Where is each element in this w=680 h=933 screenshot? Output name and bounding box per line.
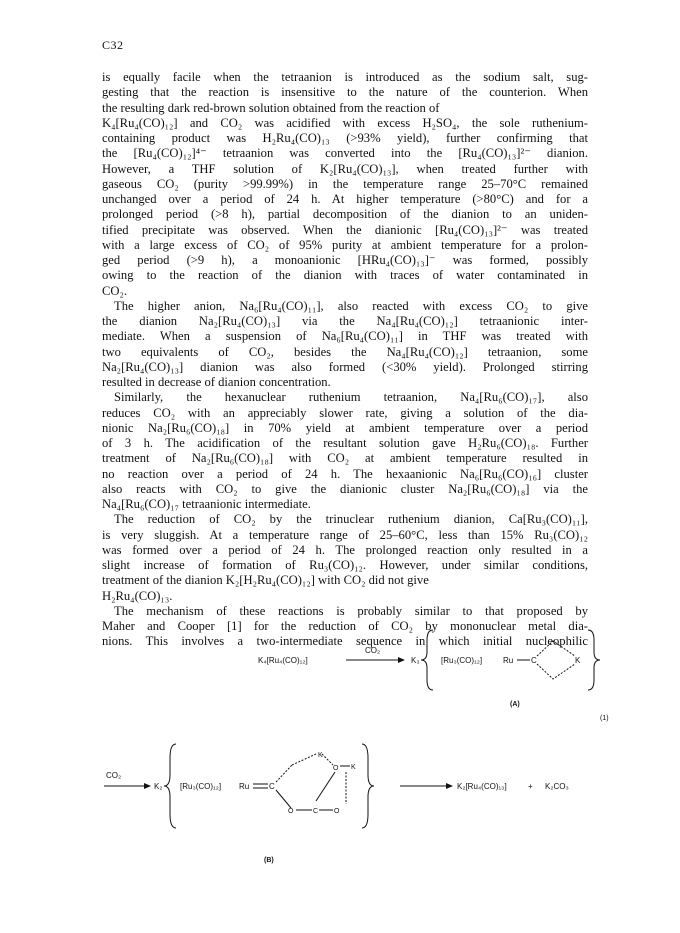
text-line: The higher anion, Na₆[Ru₄(CO)₁₁], also reacted with excess CO₂ to give — [114, 298, 588, 313]
text-line: two equivalents of CO₂, besides the Na₄[Ru₄(CO)₁₂] tetraanion, some — [102, 344, 588, 359]
text-line: mediate. When a suspension of Na₆[Ru₄(CO)₁₁] in THF was treated with — [102, 329, 588, 344]
text-line: slight increase of formation of Ru₃(CO)₁₂. However, under similar conditions, — [102, 558, 588, 572]
text-line: treatment of the dianion K₂[H₂Ru₄(CO)₁₂] with CO₂ did not give — [102, 573, 429, 588]
arrow-head-2 — [144, 783, 151, 789]
o-k-dash-1 — [292, 754, 316, 765]
atom-c-b2: C — [313, 808, 319, 815]
text-line: Maher and Cooper [1] for the reduction of CO₂ by mononuclear metal dia- — [102, 619, 588, 633]
o-c-bond — [316, 772, 335, 801]
reactant-formula: K₄[Ru₄(CO)₁₂] — [258, 656, 308, 665]
text-line: the [Ru₄(CO)₁₂]⁴⁻ tetraanion was converted into the [Ru₄(CO)₁₃]²⁻ dianion. — [102, 146, 588, 161]
product-1: K₂[Ru₄(CO)₁₃] — [457, 782, 507, 791]
brace-a-right — [588, 630, 600, 690]
atom-k-b2: K — [351, 764, 356, 771]
text-line: H₂Ru₄(CO)₁₃. — [102, 588, 173, 603]
text-line: ged period (>9 h), a monoanionic [HRu₄(CO)₁₃]⁻ was formed, possibly — [102, 253, 588, 267]
intermediate-a-metal: Ru — [503, 656, 514, 665]
text-line: no reaction over a period of 24 h. The hexaanionic Na₆[Ru₆(CO)₁₆] cluster — [102, 466, 588, 481]
arrow-head-3 — [446, 783, 453, 789]
carboxylate-lower-a — [537, 664, 575, 679]
text-line: CO₂. — [102, 283, 128, 298]
text-line: Na₄[Ru₆(CO)₁₇ tetraanionic intermediate. — [102, 497, 311, 511]
text-line: prolonged period (>8 h), partial decomposition of the dianion to an uniden- — [102, 207, 588, 222]
reagent-co2-label-2: CO₂ — [106, 771, 122, 780]
label-b: (B) — [264, 857, 274, 864]
text-line: of 3 h. The acidification of the resultant solution gave H₂Ru₆(CO)₁₈. Further — [102, 436, 588, 450]
brace-b-left — [164, 744, 176, 828]
text-line: nionic Na₂[Ru₆(CO)₁₈] in 70% yield at ambient temperature over a period — [102, 420, 588, 435]
text-line: Na₂[Ru₄(CO)₁₃] dianion was also formed (<30% yield). Prolonged stirring — [102, 359, 588, 374]
text-line: However, a THF solution of K₂[Ru₄(CO)₁₃], when treated further with — [102, 161, 588, 176]
text-line: also reacts with CO₂ to give the dianionic cluster Na₂[Ru₆(CO)₁₈] via the — [102, 481, 588, 496]
equation-number: (1) — [600, 715, 609, 722]
intermediate-a-prefix: K₃ — [411, 656, 420, 665]
text-line: containing product was H₂Ru₄(CO)₁₃ (>93% yield), further confirming that — [102, 131, 588, 145]
arrow-head-1 — [398, 657, 405, 663]
reagent-co2-label: CO₂ — [365, 646, 381, 655]
text-line: K₄[Ru₄(CO)₁₂] and CO₂ was acidified with excess H₂SO₄, the sole ruthenium- — [102, 115, 588, 130]
brace-b-right — [362, 744, 374, 828]
text-line: The mechanism of these reactions is probably similar to that proposed by — [114, 603, 588, 618]
text-line: treatment of Na₂[Ru₆(CO)₁₈] with CO₂ at ambient temperature resulted in — [102, 451, 588, 466]
text-line: is equally facile when the tetraanion is introduced as the sodium salt, sug- — [102, 70, 588, 84]
atom-o-b: O — [333, 765, 339, 772]
intermediate-b-cluster: [Ru₃(CO)₁₂] — [180, 782, 222, 791]
plus-sign: + — [528, 782, 533, 791]
atom-o-b2: O — [288, 808, 294, 815]
text-line: The reduction of CO₂ by the trinuclear ruthenium dianion, Ca[Ru₃(CO)₁₁], — [114, 512, 588, 527]
text-line: is very sluggish. At a temperature range of 25–60°C, less than 15% Ru₃(CO)₁₂ — [102, 527, 588, 542]
text-line: resulted in decrease of dianion concentration. — [102, 375, 331, 389]
text-line: with a large excess of CO₂ of 95% purity at ambient temperature for a prolon- — [102, 237, 588, 252]
atom-k-a: K — [575, 656, 581, 665]
carboxylate-upper-a — [537, 641, 575, 656]
intermediate-a-cluster: [Ru₃(CO)₁₂] — [441, 656, 483, 665]
text-line: was formed over a period of 24 h. The prolonged reaction only resulted in a — [102, 542, 588, 557]
intermediate-b-prefix: K₂ — [154, 782, 163, 791]
text-line: reduces CO₂ with an appreciably slower rate, giving a solution of the dia- — [102, 405, 588, 420]
atom-c-a: C — [531, 656, 537, 665]
atom-c-b: C — [269, 782, 275, 791]
text-line: unchanged over a period of 24 h. At higher temperature (>80°C) and for a — [102, 192, 588, 206]
product-2: K₂CO₃ — [545, 782, 569, 791]
intermediate-b-metal: Ru — [239, 782, 250, 791]
atom-o-b3: O — [334, 808, 340, 815]
brace-a-left — [421, 630, 433, 690]
text-line: owing to the reaction of the dianion with traces of water contaminated in — [102, 268, 588, 283]
label-a: (A) — [510, 701, 520, 708]
text-line: nions. This involves a two-intermediate sequence in which initial nucleophilic — [102, 634, 588, 649]
atom-k-b1: K — [318, 752, 323, 759]
text-line: Similarly, the hexanuclear ruthenium tetraanion, Na₄[Ru₆(CO)₁₇], also — [114, 390, 588, 405]
text-line: the dianion Na₂[Ru₄(CO)₁₃] via the Na₄[Ru₄(CO)₁₂] tetraanionic inter- — [102, 314, 588, 328]
text-line: gesting that the reaction is insensitive to the nature of the counterion. When — [102, 85, 588, 100]
k-o-dash — [322, 754, 333, 765]
page-number: C32 — [102, 38, 124, 52]
text-line: gaseous CO₂ (purity >99.99%) in the temperature range 25–70°C remained — [102, 176, 588, 191]
text-line: the resulting dark red-brown solution obtained from the reaction of — [102, 100, 440, 115]
text-line: tified precipitate was observed. When the dianionic [Ru₄(CO)₁₃]²⁻ was treated — [102, 222, 588, 237]
c-o-upper-b — [276, 765, 292, 782]
c-o-lower-b — [276, 790, 291, 808]
